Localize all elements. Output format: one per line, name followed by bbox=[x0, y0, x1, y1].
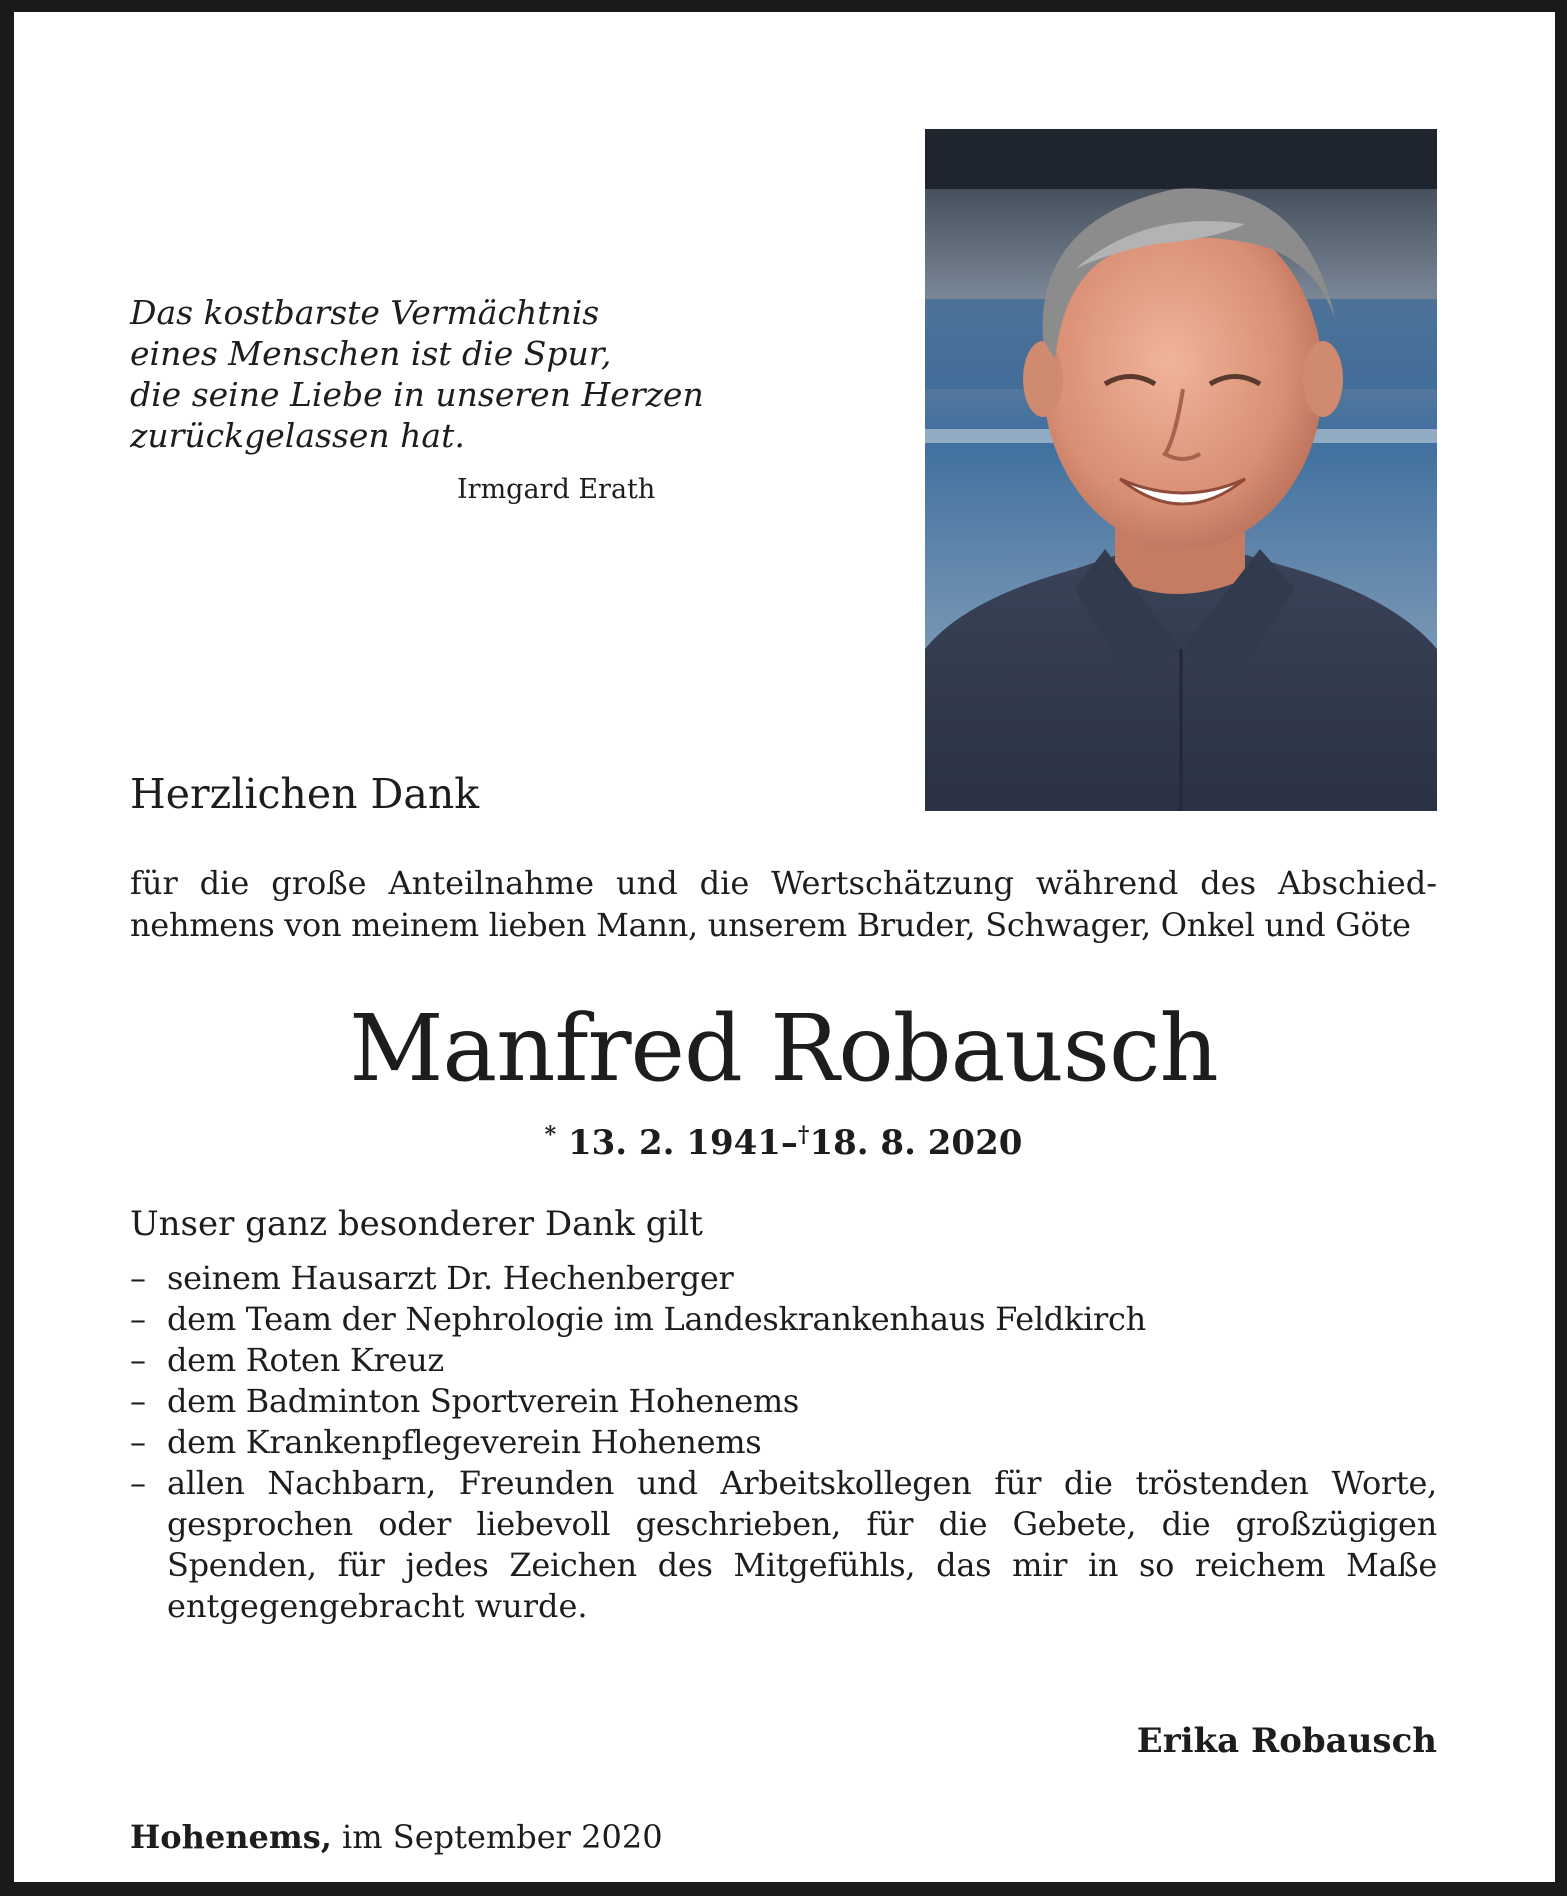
date-text: im September 2020 bbox=[342, 1818, 663, 1856]
list-item bbox=[130, 1422, 1437, 1463]
death-date: 18. 8. 2020 bbox=[809, 1123, 1023, 1163]
deceased-name: Manfred Robausch bbox=[349, 995, 1218, 1102]
memorial-quote bbox=[130, 292, 704, 456]
intro-paragraph bbox=[130, 862, 1437, 946]
list-item-text: dem Krankenpflegeverein Hohenems bbox=[167, 1423, 762, 1461]
list-item-text: gesprochen oder liebevoll geschrieben, für die Gebete, die großzügigen bbox=[167, 1505, 1437, 1543]
list-dash: – bbox=[130, 1464, 146, 1502]
list-item-text: entgegengebracht wurde. bbox=[167, 1587, 588, 1625]
list-item-text: dem Roten Kreuz bbox=[167, 1341, 444, 1379]
date-separator: – bbox=[780, 1123, 798, 1163]
list-item-text: dem Team der Nephrologie im Landeskrankenhaus Feldkirch bbox=[167, 1300, 1146, 1338]
list-dash: – bbox=[130, 1300, 146, 1338]
quote-line: Das kostbarste Vermächtnis bbox=[130, 293, 600, 332]
death-symbol: † bbox=[797, 1122, 810, 1148]
list-item-text: seinem Hausarzt Dr. Hechenberger bbox=[167, 1259, 734, 1297]
quote-author: Irmgard Erath bbox=[457, 474, 656, 505]
list-dash: – bbox=[130, 1382, 146, 1420]
list-item bbox=[130, 1340, 1437, 1381]
thanks-list bbox=[130, 1258, 1437, 1627]
list-item bbox=[130, 1258, 1437, 1299]
special-thanks-heading: Unser ganz besonderer Dank gilt bbox=[130, 1204, 703, 1244]
intro-line: für die große Anteilnahme und die Wertschätzung während des Abschied- bbox=[130, 864, 1437, 902]
list-dash: – bbox=[130, 1259, 146, 1297]
list-item bbox=[130, 1299, 1437, 1340]
quote-line: eines Menschen ist die Spur, bbox=[130, 334, 612, 373]
place-date bbox=[130, 1818, 663, 1856]
intro-line: nehmens von meinem lieben Mann, unserem Bruder, Schwager, Onkel und Göte bbox=[130, 906, 1411, 944]
list-dash: – bbox=[130, 1341, 146, 1379]
portrait-photo bbox=[925, 129, 1437, 811]
list-item bbox=[130, 1381, 1437, 1422]
place: Hohenems, bbox=[130, 1818, 332, 1856]
list-dash: – bbox=[130, 1423, 146, 1461]
list-item bbox=[130, 1463, 1437, 1627]
list-item-text: allen Nachbarn, Freunden und Arbeitskollegen für die tröstenden Worte, bbox=[167, 1464, 1437, 1502]
thanks-heading: Herzlichen Dank bbox=[130, 770, 480, 818]
birth-date: 13. 2. 1941 bbox=[567, 1123, 781, 1163]
quote-line: die seine Liebe in unseren Herzen bbox=[130, 375, 704, 414]
list-item-text: Spenden, für jedes Zeichen des Mitgefühls, das mir in so reichem Maße bbox=[167, 1546, 1437, 1584]
quote-line: zurückgelassen hat. bbox=[130, 416, 465, 455]
life-dates bbox=[0, 1122, 1567, 1163]
list-item-text: dem Badminton Sportverein Hohenems bbox=[167, 1382, 800, 1420]
birth-symbol: * bbox=[544, 1122, 557, 1148]
signature-name: Erika Robausch bbox=[1136, 1721, 1437, 1761]
